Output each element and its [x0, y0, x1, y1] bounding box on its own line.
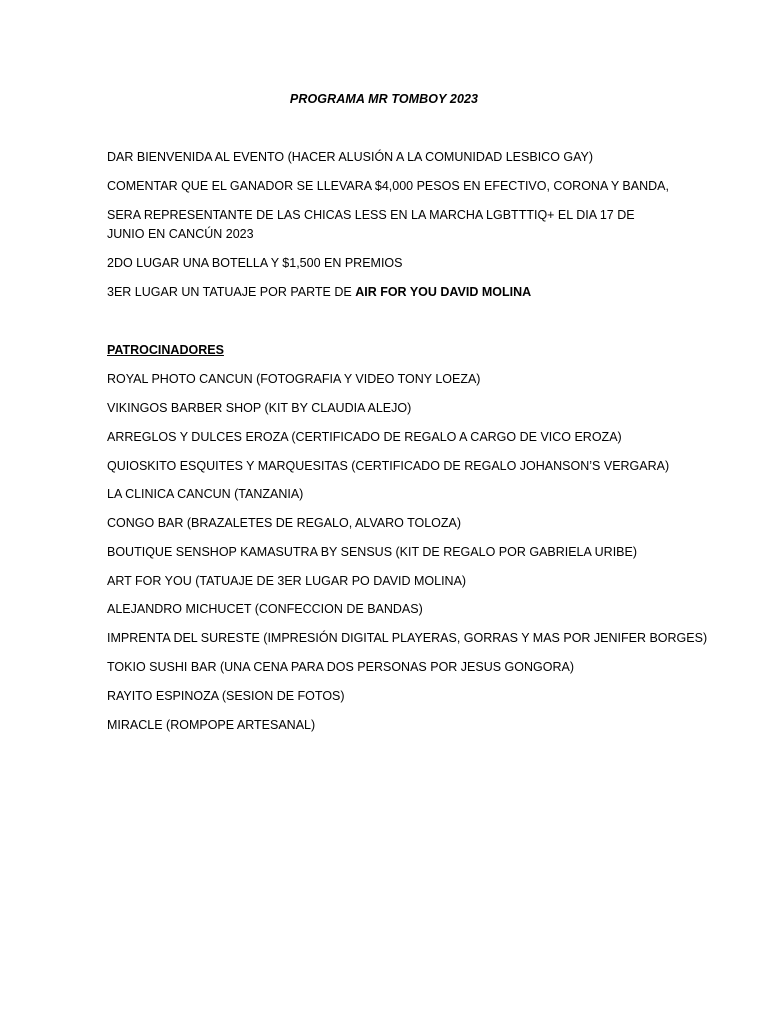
sponsor-item: VIKINGOS BARBER SHOP (KIT BY CLAUDIA ALEJO): [107, 401, 412, 415]
sponsor-item: CONGO BAR (BRAZALETES DE REGALO, ALVARO TOLOZA): [107, 516, 462, 530]
sponsor-item: ART FOR YOU (TATUAJE DE 3ER LUGAR PO DAVID MOLINA): [107, 574, 467, 588]
sponsor-item: QUIOSKITO ESQUITES Y MARQUESITAS (CERTIFICADO DE REGALO JOHANSON’S VERGARA): [107, 459, 670, 473]
sponsor-item: ARREGLOS Y DULCES EROZA (CERTIFICADO DE REGALO A CARGO DE VICO EROZA): [107, 430, 622, 444]
sponsor-item: ROYAL PHOTO CANCUN (FOTOGRAFIA Y VIDEO TONY LOEZA): [107, 372, 481, 386]
intro-line-second-place: 2DO LUGAR UNA BOTELLA Y $1,500 EN PREMIOS: [107, 256, 403, 270]
third-place-text: 3ER LUGAR UN TATUAJE POR PARTE DE: [107, 285, 356, 299]
intro-line-representative: SERA REPRESENTANTE DE LAS CHICAS LESS EN LA MARCHA LGBTTTIQ+ EL DIA 17 DE JUNIO EN CANCÚN 2023: [107, 208, 635, 241]
sponsor-item: IMPRENTA DEL SURESTE (IMPRESIÓN DIGITAL PLAYERAS, GORRAS Y MAS POR JENIFER BORGES): [107, 631, 708, 645]
sponsor-item: MIRACLE (ROMPOPE ARTESANAL): [107, 718, 316, 732]
sponsor-item: ALEJANDRO MICHUCET (CONFECCION DE BANDAS): [107, 602, 423, 616]
document-title: PROGRAMA MR TOMBOY 2023: [289, 92, 479, 106]
sponsor-item: TOKIO SUSHI BAR (UNA CENA PARA DOS PERSONAS POR JESUS GONGORA): [107, 660, 574, 674]
third-place-sponsor: AIR FOR YOU DAVID MOLINA: [355, 285, 532, 299]
sponsors-heading: PATROCINADORES: [107, 343, 224, 357]
sponsor-item: BOUTIQUE SENSHOP KAMASUTRA BY SENSUS (KIT DE REGALO POR GABRIELA URIBE): [107, 545, 637, 559]
sponsor-item: RAYITO ESPINOZA (SESION DE FOTOS): [107, 689, 345, 703]
intro-line-third-place: [107, 283, 667, 302]
intro-line-welcome: DAR BIENVENIDA AL EVENTO (HACER ALUSIÓN A LA COMUNIDAD LESBICO GAY): [107, 150, 594, 164]
sponsor-item: LA CLINICA CANCUN (TANZANIA): [107, 487, 304, 501]
intro-line-prize: COMENTAR QUE EL GANADOR SE LLEVARA $4,000 PESOS EN EFECTIVO, CORONA Y BANDA,: [107, 179, 669, 193]
